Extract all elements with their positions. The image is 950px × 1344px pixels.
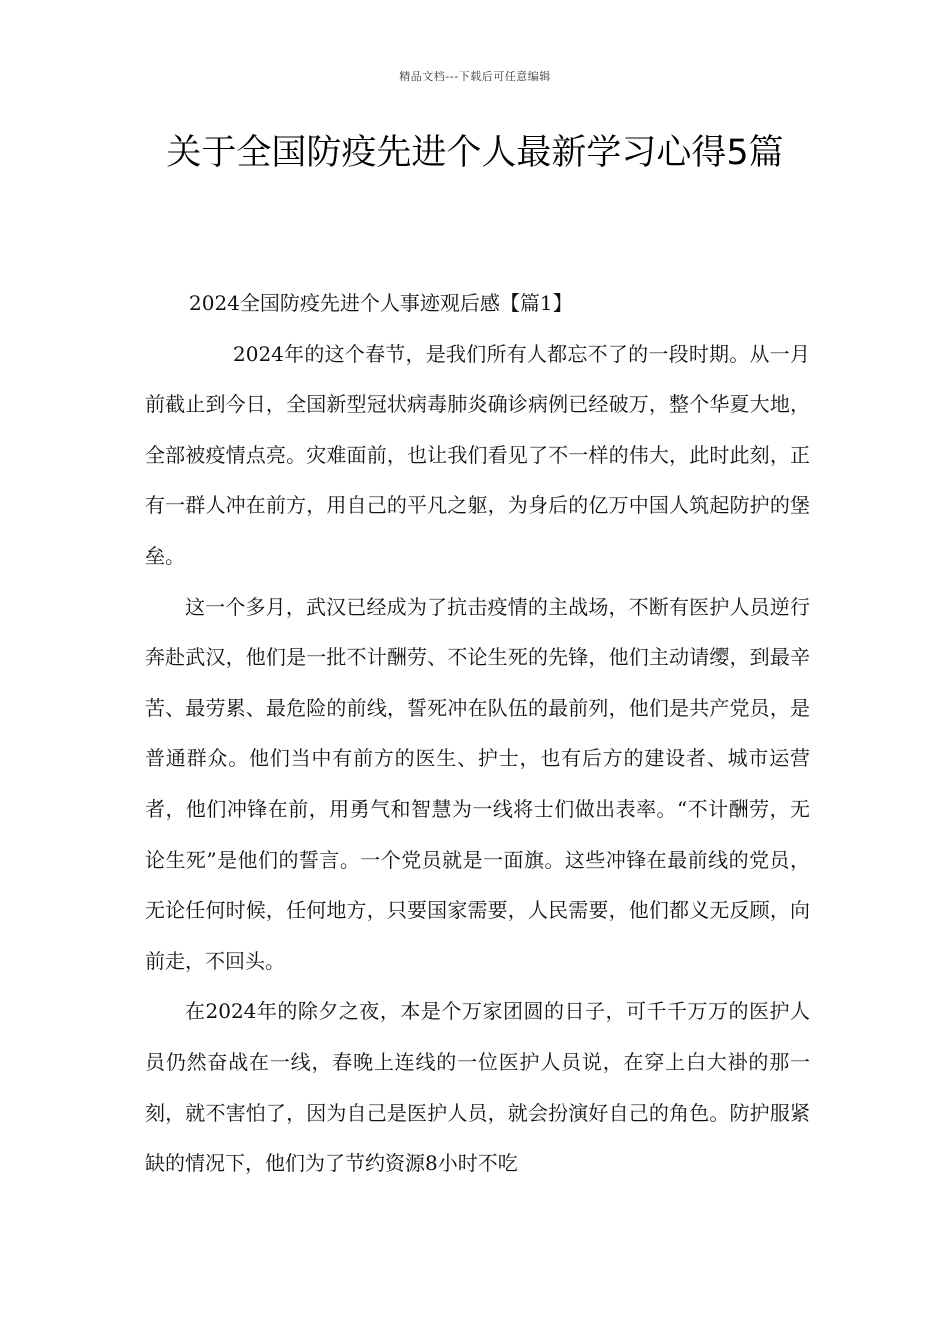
- section-heading: 2024全国防疫先进个人事迹观后感【篇1】: [189, 291, 573, 315]
- document-body: [145, 278, 810, 1189]
- paragraph: 这一个多月，武汉已经成为了抗击疫情的主战场，不断有医护人员逆行奔赴武汉，他们是一批不计酬劳、不论生死的先锋，他们主动请缨，到最辛苦、最劳累、最危险的前线，誓死冲在队伍的最前列，他们是共产党员，是普通群众。他们当中有前方的医生、护士，也有后方的建设者、城市运营者，他们冲锋在前，用勇气和智慧为一线将士们做出表率。“不计酬劳，无论生死”是他们的誓言。一个党员就是一面旗。这些冲锋在最前线的党员，无论任何时候，任何地方，只要国家需要，人民需要，他们都义无反顾，向前走，不回头。: [145, 594, 810, 973]
- paragraph: 2024年的这个春节，是我们所有人都忘不了的一段时期。从一月前截止到今日，全国新型冠状病毒肺炎确诊病例已经破万，整个华夏大地，全部被疫情点亮。灾难面前，也让我们看见了不一样的伟大，此时此刻，正有一群人冲在前方，用自己的平凡之躯，为身后的亿万中国人筑起防护的堡垒。: [145, 341, 810, 568]
- paragraph: 在2024年的除夕之夜，本是个万家团圆的日子，可千千万万的医护人员仍然奋战在一线，春晚上连线的一位医护人员说，在穿上白大褂的那一刻，就不害怕了，因为自己是医护人员，就会扮演好自己的角色。防护服紧缺的情况下，他们为了节约资源8小时不吃: [145, 999, 810, 1176]
- document-title: 关于全国防疫先进个人最新学习心得5篇: [166, 133, 784, 173]
- header-note: 精品文档---下载后可任意编辑: [399, 70, 551, 83]
